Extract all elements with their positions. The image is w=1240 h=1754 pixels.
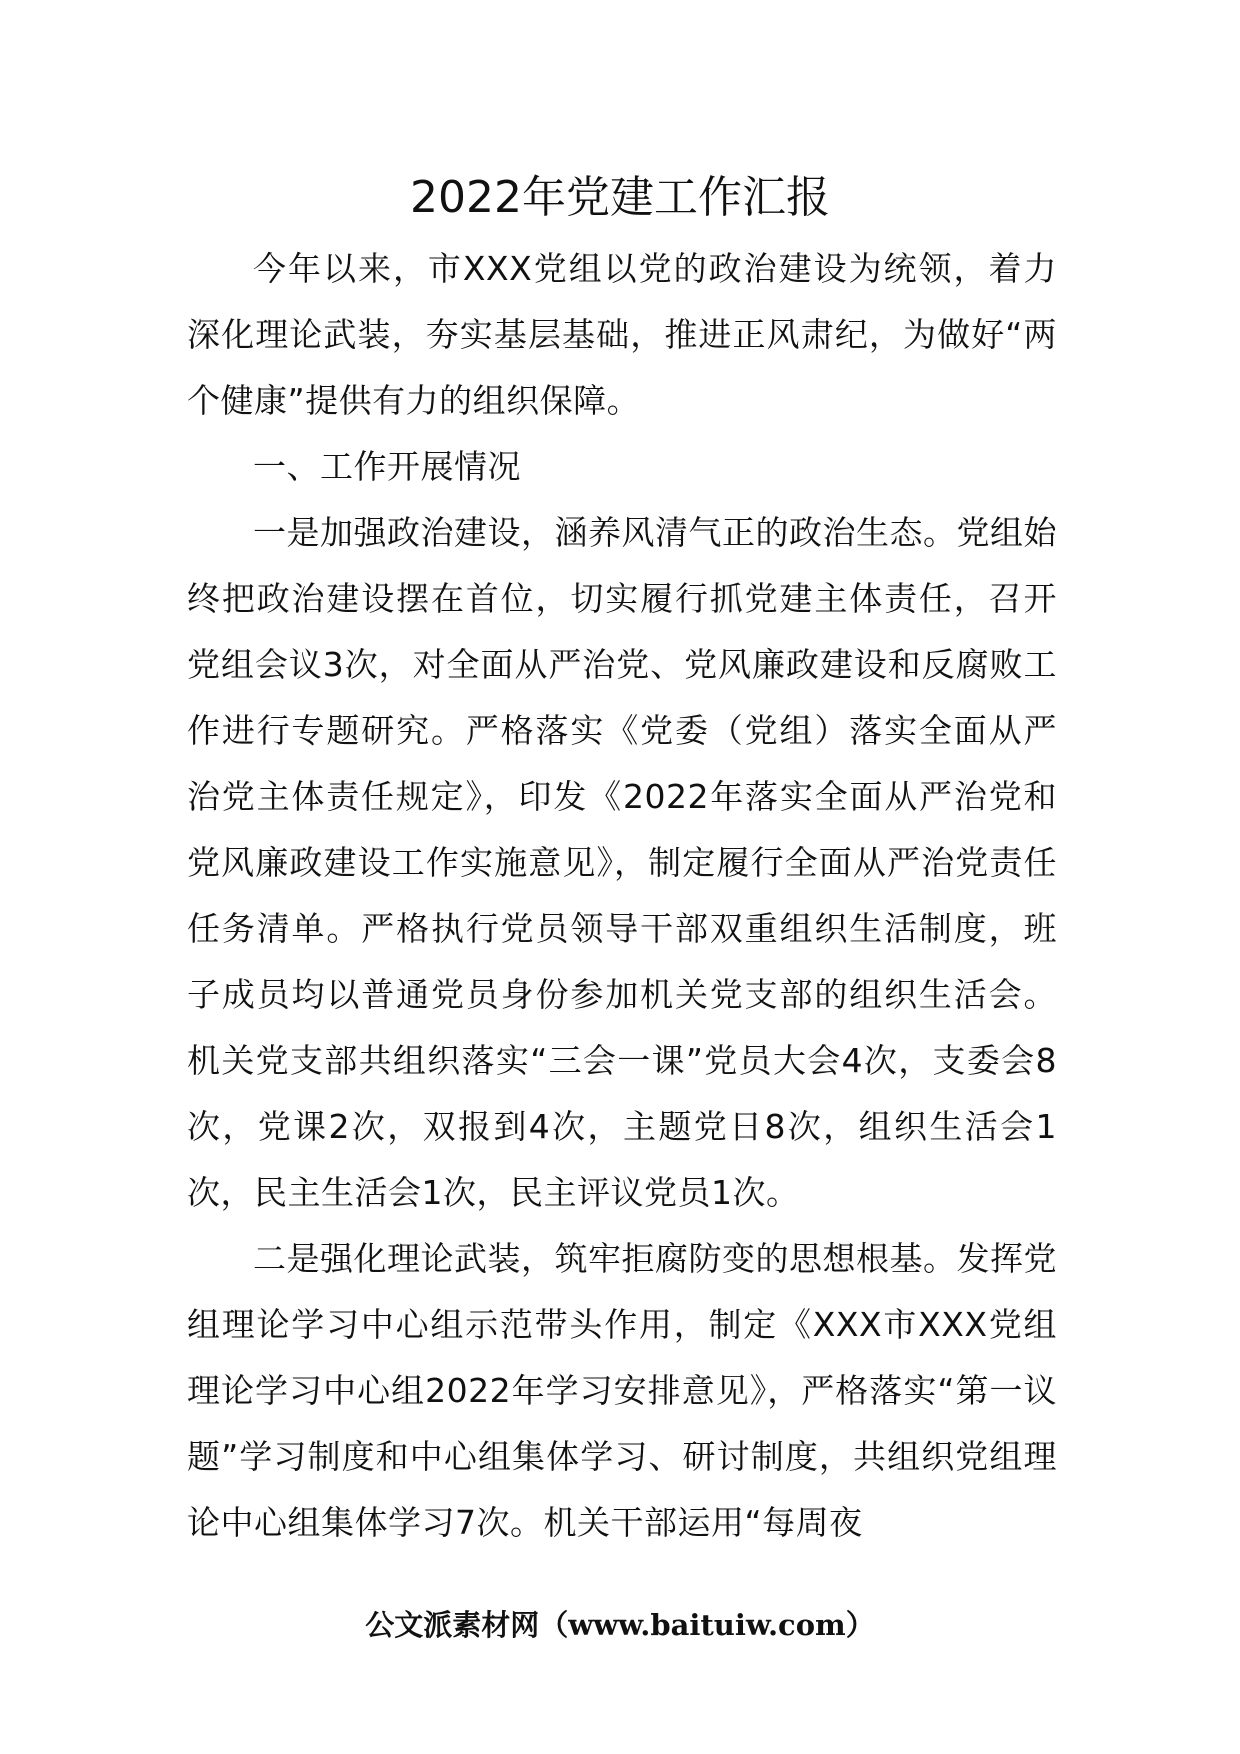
section-heading: 一、工作开展情况 [253,447,521,486]
document-title: 2022年党建工作汇报 [410,172,830,223]
document-body [187,236,1057,1556]
footer-watermark: 公文派素材网（www.baituiw.com） [365,1608,875,1642]
paragraph-political-building: 一是加强政治建设，涵养风清气正的政治生态。党组始终把政治建设摆在首位，切实履行抓党建主体责任，召开党组会议3次，对全面从严治党、党风廉政建设和反腐败工作进行专题研究。严格落实《党委（党组）落实全面从严治党主体责任规定》，印发《2022年落实全面从严治党和党风廉政建设工作实施意见》，制定履行全面从严治党责任任务清单。严格执行党员领导干部双重组织生活制度，班子成员均以普通党员身份参加机关党支部的组织生活会。机关党支部共组织落实“三会一课”党员大会4次，支委会8次，党课2次，双报到4次，主题党日8次，组织生活会1次，民主生活会1次，民主评议党员1次。 [187,513,1057,1212]
intro-paragraph: 今年以来，市XXX党组以党的政治建设为统领，着力深化理论武装，夯实基层基础，推进正风肃纪，为做好“两个健康”提供有力的组织保障。 [187,249,1057,420]
paragraph-theory-study: 二是强化理论武装，筑牢拒腐防变的思想根基。发挥党组理论学习中心组示范带头作用，制定《XXX市XXX党组理论学习中心组2022年学习安排意见》，严格落实“第一议题”学习制度和中心组集体学习、研讨制度，共组织党组理论中心组集体学习7次。机关干部运用“每周夜 [187,1239,1057,1542]
